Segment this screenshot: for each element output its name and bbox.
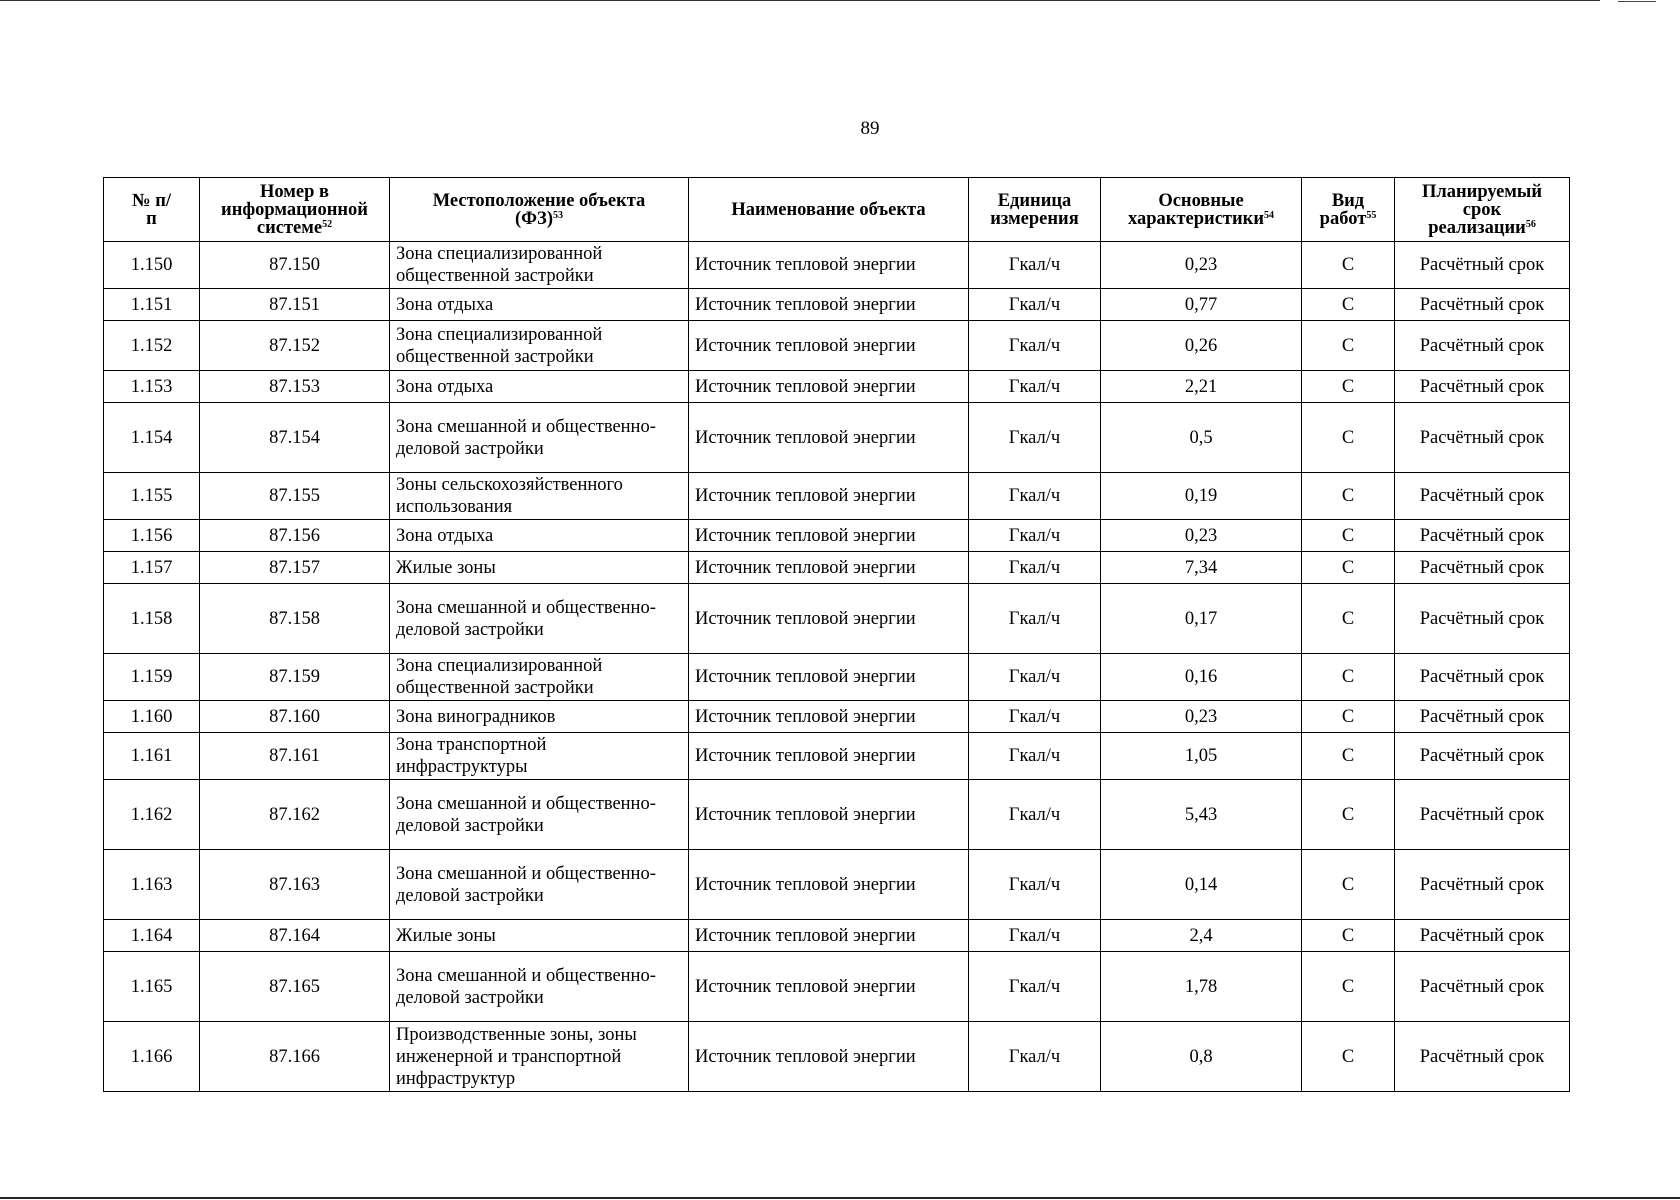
cell-term: Расчётный срок — [1395, 403, 1570, 473]
cell-term: Расчётный срок — [1395, 654, 1570, 701]
cell-work-type: С — [1302, 520, 1395, 552]
cell-unit: Гкал/ч — [969, 920, 1101, 952]
cell-characteristics: 0,16 — [1101, 654, 1302, 701]
cell-object-name: Источник тепловой энергии — [689, 701, 969, 733]
cell-system-number: 87.158 — [200, 584, 390, 654]
cell-work-type: С — [1302, 242, 1395, 289]
cell-term: Расчётный срок — [1395, 520, 1570, 552]
table-row — [104, 584, 1570, 654]
cell-num: 1.153 — [104, 371, 200, 403]
cell-object-name: Источник тепловой энергии — [689, 473, 969, 520]
header-num — [104, 178, 200, 242]
cell-unit: Гкал/ч — [969, 850, 1101, 920]
cell-term: Расчётный срок — [1395, 1022, 1570, 1092]
cell-location: Зона специализированной общественной застройки — [390, 654, 689, 701]
cell-characteristics: 0,19 — [1101, 473, 1302, 520]
cell-object-name: Источник тепловой энергии — [689, 850, 969, 920]
header-footnote: 56 — [1525, 218, 1536, 230]
cell-characteristics: 0,14 — [1101, 850, 1302, 920]
cell-characteristics: 0,26 — [1101, 321, 1302, 371]
cell-system-number: 87.154 — [200, 403, 390, 473]
cell-work-type: С — [1302, 1022, 1395, 1092]
header-label: Номер в информационной системе — [221, 181, 368, 238]
cell-num: 1.155 — [104, 473, 200, 520]
cell-unit: Гкал/ч — [969, 552, 1101, 584]
cell-num: 1.151 — [104, 289, 200, 321]
cell-unit: Гкал/ч — [969, 1022, 1101, 1092]
cell-work-type: С — [1302, 403, 1395, 473]
top-scan-mark — [1618, 1, 1656, 2]
cell-system-number: 87.160 — [200, 701, 390, 733]
cell-location: Зона транспортной инфраструктуры — [390, 733, 689, 780]
cell-characteristics: 0,8 — [1101, 1022, 1302, 1092]
cell-num: 1.160 — [104, 701, 200, 733]
cell-term: Расчётный срок — [1395, 321, 1570, 371]
cell-system-number: 87.166 — [200, 1022, 390, 1092]
cell-work-type: С — [1302, 473, 1395, 520]
header-work-type — [1302, 178, 1395, 242]
cell-location: Жилые зоны — [390, 920, 689, 952]
cell-term: Расчётный срок — [1395, 701, 1570, 733]
cell-location: Жилые зоны — [390, 552, 689, 584]
cell-location: Зона специализированной общественной застройки — [390, 321, 689, 371]
table-row — [104, 701, 1570, 733]
cell-work-type: С — [1302, 850, 1395, 920]
cell-object-name: Источник тепловой энергии — [689, 654, 969, 701]
cell-location: Зона отдыха — [390, 289, 689, 321]
cell-system-number: 87.157 — [200, 552, 390, 584]
table-row — [104, 780, 1570, 850]
cell-object-name: Источник тепловой энергии — [689, 403, 969, 473]
cell-location: Зона отдыха — [390, 371, 689, 403]
table-body — [104, 242, 1570, 1092]
header-footnote: 55 — [1366, 209, 1377, 221]
cell-location: Зона смешанной и общественно-деловой застройки — [390, 403, 689, 473]
cell-unit: Гкал/ч — [969, 520, 1101, 552]
cell-location: Зона отдыха — [390, 520, 689, 552]
table-row — [104, 473, 1570, 520]
header-characteristics — [1101, 178, 1302, 242]
header-label: Планируемый срок реализации — [1422, 181, 1542, 238]
cell-work-type: С — [1302, 552, 1395, 584]
table-row — [104, 403, 1570, 473]
cell-system-number: 87.153 — [200, 371, 390, 403]
cell-characteristics: 2,4 — [1101, 920, 1302, 952]
cell-characteristics: 0,23 — [1101, 701, 1302, 733]
cell-object-name: Источник тепловой энергии — [689, 920, 969, 952]
cell-system-number: 87.152 — [200, 321, 390, 371]
header-footnote: 54 — [1263, 209, 1274, 221]
cell-term: Расчётный срок — [1395, 733, 1570, 780]
header-label: Единица измерения — [990, 190, 1079, 229]
cell-work-type: С — [1302, 654, 1395, 701]
cell-num: 1.161 — [104, 733, 200, 780]
header-system-number — [200, 178, 390, 242]
table-row — [104, 850, 1570, 920]
table-row — [104, 242, 1570, 289]
cell-term: Расчётный срок — [1395, 584, 1570, 654]
cell-unit: Гкал/ч — [969, 403, 1101, 473]
header-label: Вид работ — [1319, 190, 1367, 229]
cell-unit: Гкал/ч — [969, 654, 1101, 701]
cell-term: Расчётный срок — [1395, 850, 1570, 920]
cell-unit: Гкал/ч — [969, 289, 1101, 321]
facilities-table — [103, 177, 1570, 1092]
cell-object-name: Источник тепловой энергии — [689, 952, 969, 1022]
cell-term: Расчётный срок — [1395, 552, 1570, 584]
cell-system-number: 87.164 — [200, 920, 390, 952]
cell-characteristics: 0,17 — [1101, 584, 1302, 654]
cell-characteristics: 7,34 — [1101, 552, 1302, 584]
cell-characteristics: 1,78 — [1101, 952, 1302, 1022]
cell-object-name: Источник тепловой энергии — [689, 289, 969, 321]
table-row — [104, 733, 1570, 780]
cell-object-name: Источник тепловой энергии — [689, 520, 969, 552]
cell-work-type: С — [1302, 701, 1395, 733]
table-header-row — [104, 178, 1570, 242]
cell-unit: Гкал/ч — [969, 242, 1101, 289]
cell-location: Производственные зоны, зоны инженерной и транспортной инфраструктур — [390, 1022, 689, 1092]
cell-num: 1.163 — [104, 850, 200, 920]
cell-num: 1.156 — [104, 520, 200, 552]
cell-unit: Гкал/ч — [969, 952, 1101, 1022]
cell-work-type: С — [1302, 289, 1395, 321]
cell-characteristics: 0,5 — [1101, 403, 1302, 473]
cell-system-number: 87.159 — [200, 654, 390, 701]
cell-num: 1.165 — [104, 952, 200, 1022]
cell-object-name: Источник тепловой энергии — [689, 584, 969, 654]
cell-unit: Гкал/ч — [969, 701, 1101, 733]
cell-object-name: Источник тепловой энергии — [689, 1022, 969, 1092]
cell-characteristics: 5,43 — [1101, 780, 1302, 850]
header-footnote: 52 — [322, 218, 333, 230]
header-footnote: 53 — [552, 209, 563, 221]
cell-num: 1.154 — [104, 403, 200, 473]
header-label: Основные характеристики — [1128, 190, 1264, 229]
cell-work-type: С — [1302, 920, 1395, 952]
cell-location: Зона смешанной и общественно-деловой застройки — [390, 952, 689, 1022]
header-term — [1395, 178, 1570, 242]
cell-term: Расчётный срок — [1395, 242, 1570, 289]
table-row — [104, 952, 1570, 1022]
cell-system-number: 87.163 — [200, 850, 390, 920]
cell-location: Зона смешанной и общественно-деловой застройки — [390, 584, 689, 654]
cell-unit: Гкал/ч — [969, 733, 1101, 780]
cell-object-name: Источник тепловой энергии — [689, 242, 969, 289]
cell-object-name: Источник тепловой энергии — [689, 321, 969, 371]
cell-num: 1.166 — [104, 1022, 200, 1092]
table-row — [104, 520, 1570, 552]
cell-term: Расчётный срок — [1395, 920, 1570, 952]
cell-location: Зоны сельскохозяйственного использования — [390, 473, 689, 520]
bottom-scan-border — [0, 1197, 1680, 1199]
cell-work-type: С — [1302, 733, 1395, 780]
cell-num: 1.164 — [104, 920, 200, 952]
cell-characteristics: 0,23 — [1101, 242, 1302, 289]
cell-object-name: Источник тепловой энергии — [689, 371, 969, 403]
cell-term: Расчётный срок — [1395, 289, 1570, 321]
cell-characteristics: 0,23 — [1101, 520, 1302, 552]
cell-characteristics: 2,21 — [1101, 371, 1302, 403]
cell-system-number: 87.162 — [200, 780, 390, 850]
cell-system-number: 87.161 — [200, 733, 390, 780]
top-scan-border — [0, 0, 1600, 1]
header-label: № п/п — [131, 190, 171, 229]
cell-unit: Гкал/ч — [969, 780, 1101, 850]
cell-term: Расчётный срок — [1395, 371, 1570, 403]
cell-work-type: С — [1302, 371, 1395, 403]
cell-unit: Гкал/ч — [969, 371, 1101, 403]
cell-system-number: 87.150 — [200, 242, 390, 289]
cell-system-number: 87.155 — [200, 473, 390, 520]
table-row — [104, 920, 1570, 952]
cell-location: Зона виноградников — [390, 701, 689, 733]
header-label: Местоположение объекта (ФЗ) — [432, 190, 646, 229]
cell-characteristics: 0,77 — [1101, 289, 1302, 321]
header-label: Наименование объекта — [731, 199, 926, 220]
cell-term: Расчётный срок — [1395, 952, 1570, 1022]
cell-object-name: Источник тепловой энергии — [689, 780, 969, 850]
cell-work-type: С — [1302, 952, 1395, 1022]
cell-location: Зона смешанной и общественно-деловой застройки — [390, 850, 689, 920]
table-row — [104, 371, 1570, 403]
cell-num: 1.162 — [104, 780, 200, 850]
cell-unit: Гкал/ч — [969, 321, 1101, 371]
table-row — [104, 289, 1570, 321]
cell-characteristics: 1,05 — [1101, 733, 1302, 780]
cell-unit: Гкал/ч — [969, 473, 1101, 520]
cell-num: 1.157 — [104, 552, 200, 584]
cell-work-type: С — [1302, 321, 1395, 371]
cell-num: 1.159 — [104, 654, 200, 701]
cell-work-type: С — [1302, 780, 1395, 850]
table-row — [104, 654, 1570, 701]
cell-location: Зона смешанной и общественно-деловой застройки — [390, 780, 689, 850]
table-row — [104, 1022, 1570, 1092]
cell-system-number: 87.156 — [200, 520, 390, 552]
cell-num: 1.158 — [104, 584, 200, 654]
cell-term: Расчётный срок — [1395, 473, 1570, 520]
cell-object-name: Источник тепловой энергии — [689, 552, 969, 584]
page-number: 89 — [860, 118, 880, 139]
cell-num: 1.150 — [104, 242, 200, 289]
cell-location: Зона специализированной общественной застройки — [390, 242, 689, 289]
table-row — [104, 321, 1570, 371]
cell-work-type: С — [1302, 584, 1395, 654]
cell-term: Расчётный срок — [1395, 780, 1570, 850]
cell-system-number: 87.151 — [200, 289, 390, 321]
cell-system-number: 87.165 — [200, 952, 390, 1022]
table-row — [104, 552, 1570, 584]
header-object-name — [689, 178, 969, 242]
cell-unit: Гкал/ч — [969, 584, 1101, 654]
header-unit — [969, 178, 1101, 242]
cell-object-name: Источник тепловой энергии — [689, 733, 969, 780]
header-location — [390, 178, 689, 242]
cell-num: 1.152 — [104, 321, 200, 371]
